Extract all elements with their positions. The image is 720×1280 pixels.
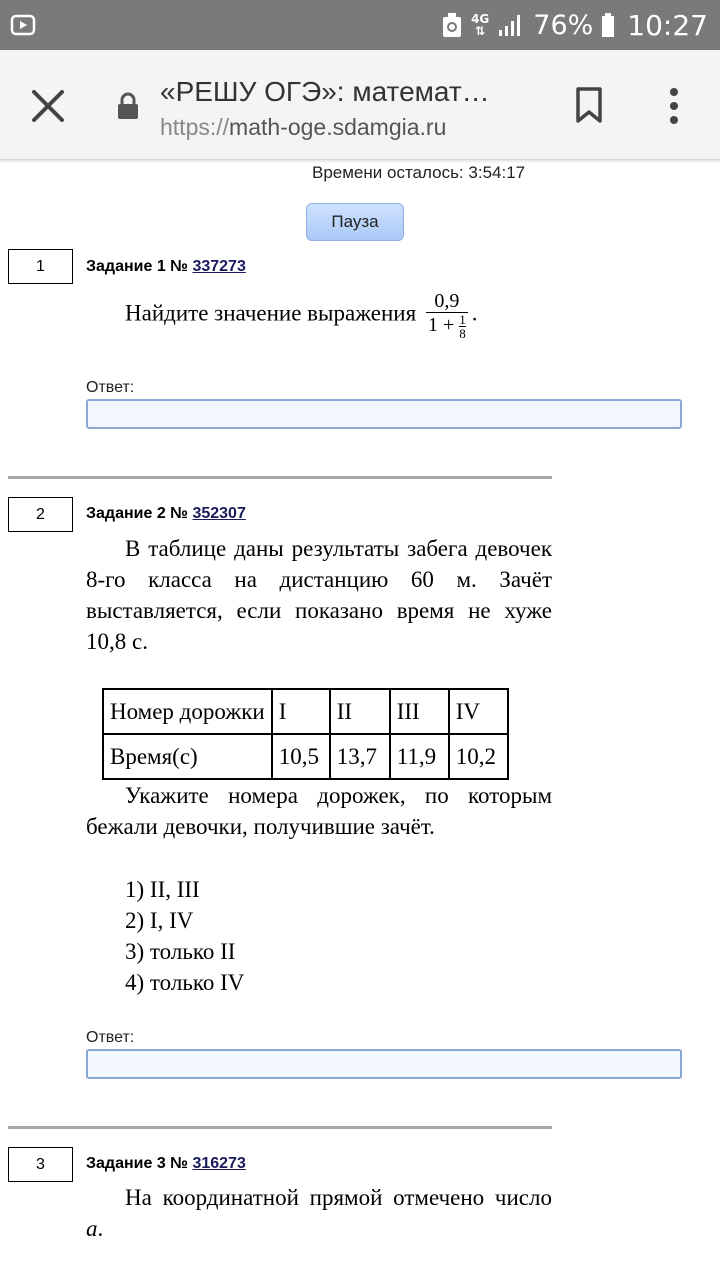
table-cell: 10,5 — [272, 734, 330, 779]
table-cell: 10,2 — [449, 734, 508, 779]
task-number-box[interactable]: 3 — [8, 1147, 73, 1182]
page-url[interactable] — [160, 114, 446, 141]
option-item: 2) I, IV — [125, 908, 194, 933]
task-text: На координатной прямой отмечено число a. — [86, 1185, 552, 1241]
video-app-icon — [10, 12, 36, 38]
table-row — [103, 689, 508, 734]
task-number-box[interactable]: 2 — [8, 497, 73, 532]
lock-icon — [116, 92, 140, 120]
divider — [8, 1126, 552, 1129]
more-menu-icon[interactable] — [664, 86, 684, 126]
table-cell: I — [272, 689, 330, 734]
option-item: 3) только II — [125, 939, 236, 964]
table-cell: 13,7 — [330, 734, 390, 779]
task-link[interactable]: 316273 — [192, 1155, 246, 1172]
divider — [8, 476, 552, 479]
battery-percent: 76% — [533, 9, 594, 41]
table-cell: III — [390, 689, 449, 734]
answer-options — [125, 874, 244, 998]
time-remaining — [312, 163, 525, 183]
task-number-box[interactable]: 1 — [8, 249, 73, 284]
table-cell: 11,9 — [390, 734, 449, 779]
task-heading: Задание 3 № 316273 — [86, 1155, 246, 1172]
time-remaining-label: Времени осталось: — [312, 163, 464, 182]
variable: a — [86, 1216, 98, 1241]
signal-icon — [497, 12, 525, 38]
clock: 10:27 — [627, 8, 708, 42]
table-cell: II — [330, 689, 390, 734]
table-cell: IV — [449, 689, 508, 734]
answer-input[interactable] — [86, 399, 682, 429]
pause-button[interactable]: Пауза — [306, 203, 404, 241]
recycle-icon — [441, 12, 463, 38]
table-cell: Номер дорожки — [103, 689, 272, 734]
task-question: Укажите номера дорожек, по которым бежали девочки, получившие зачёт. — [86, 783, 552, 839]
table-row — [103, 734, 508, 779]
task-text: Найдите значение выражения 0,9 1 + $\frac{1}{8}$ . — [125, 290, 478, 341]
option-item: 1) II, III — [125, 877, 200, 902]
page-title[interactable]: «РЕШУ ОГЭ»: математ… — [160, 76, 490, 107]
task-heading: Задание 2 № 352307 — [86, 505, 246, 522]
fraction: 0,9 1 + $\frac{1}{8}$ — [427, 290, 466, 341]
battery-icon — [601, 12, 615, 38]
url-host: math-oge.sdamgia.ru — [229, 114, 447, 140]
task-link[interactable]: 337273 — [192, 258, 246, 275]
time-remaining-value: 3:54:17 — [468, 163, 526, 182]
url-scheme: https:// — [160, 114, 230, 140]
answer-label: Ответ: — [86, 379, 135, 396]
answer-input[interactable] — [86, 1049, 682, 1079]
results-table — [102, 688, 509, 780]
browser-toolbar — [0, 50, 720, 160]
table-cell: Время(с) — [103, 734, 272, 779]
status-bar — [0, 0, 720, 50]
task-link[interactable]: 352307 — [192, 505, 246, 522]
network-type: 4G ⇅ — [471, 12, 490, 38]
close-icon[interactable] — [28, 86, 68, 126]
option-item: 4) только IV — [125, 970, 245, 995]
answer-label: Ответ: — [86, 1029, 135, 1046]
task-heading: Задание 1 № 337273 — [86, 258, 246, 275]
task-text: В таблице даны результаты забега девочек 8-го класса на дистанцию 60 м. Зачёт выставляется, если показано время не хуже 10,8 с. — [86, 536, 552, 654]
bookmark-icon[interactable] — [574, 86, 604, 124]
